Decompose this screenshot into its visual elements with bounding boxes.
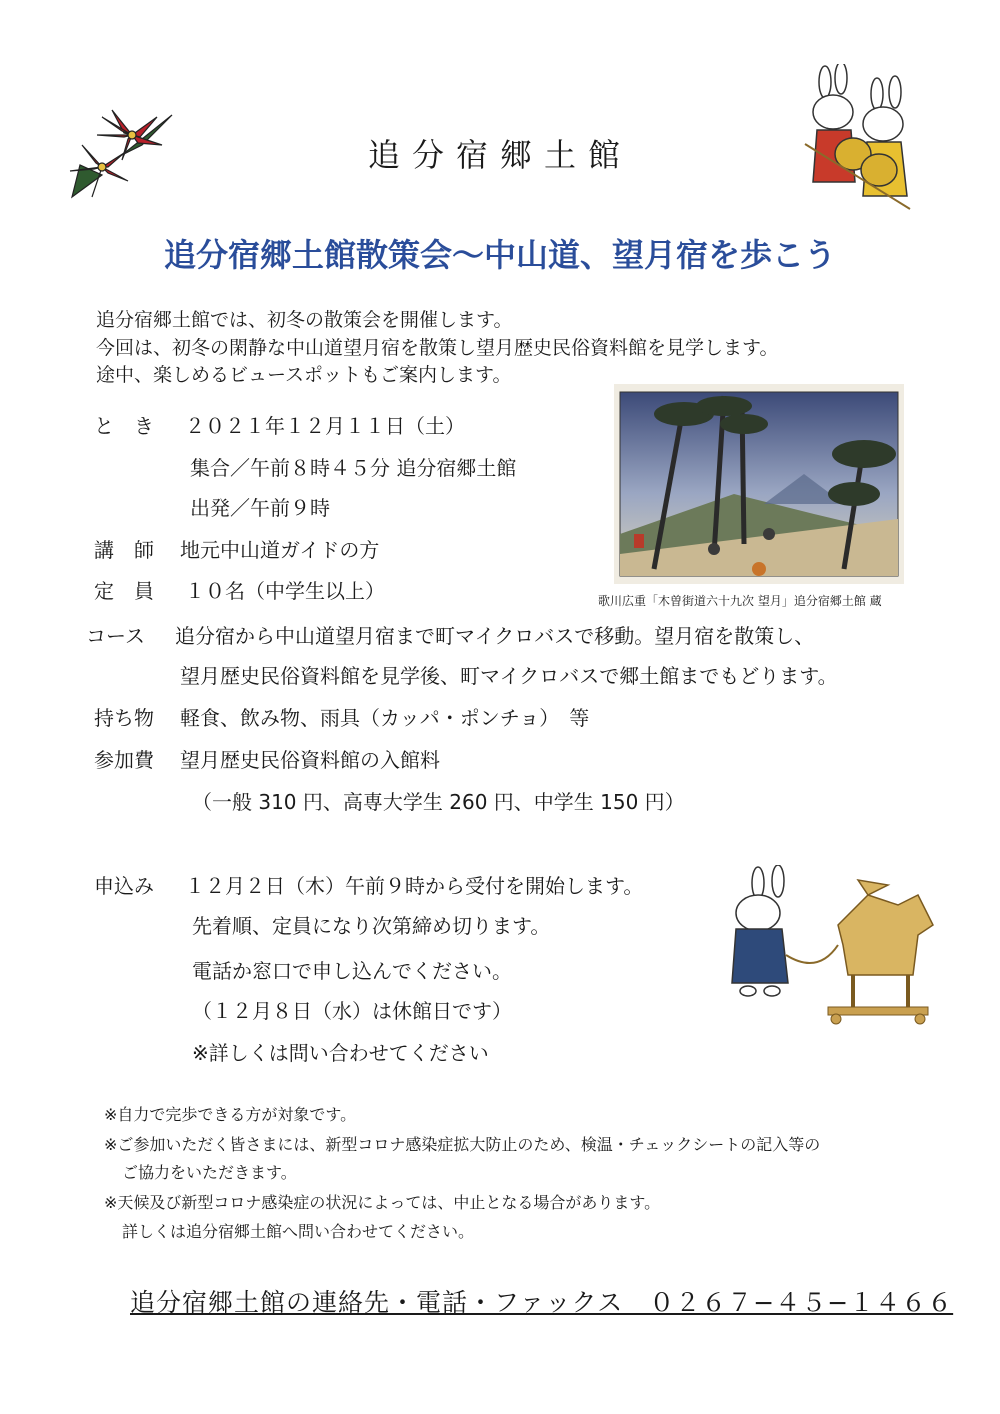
course-label: コース [86,624,145,648]
note-2: ※ご参加いただく皆さまには、新型コロナ感染症拡大防止のため、検温・チェックシートの記入等の [104,1135,821,1154]
intro-line-3: 途中、楽しめるビュースポットもご案内します。 [96,364,512,386]
note-2-continued: ご協力をいただきます。 [122,1163,297,1182]
fee-detail: （一般 310 円、高専大学生 260 円、中学生 150 円） [192,790,685,814]
contact-info: 追分宿郷土館の連絡先・電話・ファックス ０２６７−４５−１４６６ [130,1288,954,1317]
departure-time: 出発／午前９時 [190,496,330,520]
intro-line-1: 追分宿郷土館では、初冬の散策会を開催します。 [96,309,513,331]
items-label: 持ち物 [94,706,154,730]
application-line-2: 先着順、定員になり次第締め切ります。 [192,914,551,938]
ukiyoe-print [614,384,904,584]
capacity-value: １０名（中学生以上） [185,579,385,603]
date-value: ２０２１年１２月１１日（土） [185,414,465,438]
rabbit-with-straw-horse-illustration [718,865,940,1025]
capacity-label: 定 員 [94,579,154,603]
organization-name: 追分宿郷土館 [367,136,632,174]
application-line-1: １２月２日（木）午前９時から受付を開始します。 [185,874,644,898]
fee-label: 参加費 [94,748,154,772]
image-caption: 歌川広重「木曽街道六十九次 望月」追分宿郷土館 蔵 [598,594,882,608]
lecturer-label: 講 師 [94,538,154,562]
application-line-3: 電話か窓口で申し込んでください。 [192,959,512,983]
date-label: と き [94,414,154,438]
meeting-time: 集合／午前８時４５分 追分宿郷土館 [190,456,517,480]
items-value: 軽食、飲み物、雨具（カッパ・ポンチョ） 等 [180,706,590,730]
course-line-1: 追分宿から中山道望月宿まで町マイクロバスで移動。望月宿を散策し、 [175,624,815,648]
note-3-continued: 詳しくは追分宿郷土館へ問い合わせてください。 [122,1222,475,1241]
intro-line-2: 今回は、初冬の閑静な中山道望月宿を散策し望月歴史民俗資料館を見学します。 [96,337,779,359]
application-line-4: （１２月８日（水）は休館日です） [192,999,512,1023]
event-title: 追分宿郷土館散策会〜中山道、望月宿を歩こう [163,236,836,274]
application-line-5: ※詳しくは問い合わせてください [192,1041,489,1065]
course-line-2: 望月歴史民俗資料館を見学後、町マイクロバスで郷土館までもどります。 [180,664,838,688]
note-3: ※天候及び新型コロナ感染症の状況によっては、中止となる場合があります。 [104,1193,661,1212]
note-1: ※自力で完歩できる方が対象です。 [104,1105,357,1124]
fee-value: 望月歴史民俗資料館の入館料 [180,748,440,772]
application-label: 申込み [94,874,154,898]
lecturer-value: 地元中山道ガイドの方 [180,538,380,562]
